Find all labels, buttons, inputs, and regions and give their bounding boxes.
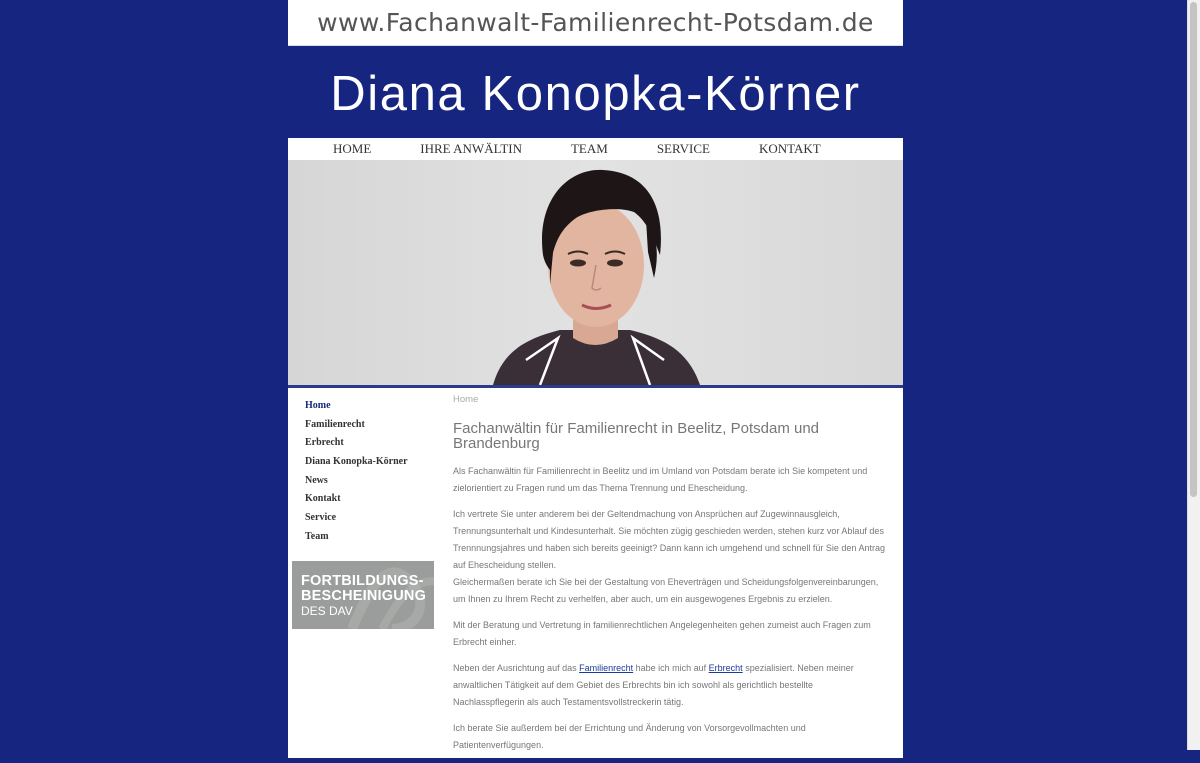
spec-text-post: spezialisiert. Neben meiner anwaltlichen Tätigkeit auf dem Gebiet des Erbrechts bin ich sowohl als gerichtlich bestellte Nachlasspflegerin als auch Testamentsvollstreckerin tätig. xyxy=(453,663,854,707)
paragraph-erbrecht-intro: Mit der Beratung und Vertretung in familienrechtlichen Angelegenheiten gehen zumeist auch Fragen zum Erbrecht einher. xyxy=(453,620,871,647)
spec-text-pre: Neben der Ausrichtung auf das xyxy=(453,663,580,673)
sidebar-item-news[interactable]: News xyxy=(305,474,328,486)
url-banner xyxy=(288,0,903,46)
main-content xyxy=(453,388,885,763)
name-banner xyxy=(288,46,903,138)
nav-home[interactable]: HOME xyxy=(333,141,372,156)
content-area xyxy=(288,388,903,758)
nav-kontakt[interactable]: KONTAKT xyxy=(758,141,821,156)
spec-text-mid: habe ich mich auf xyxy=(633,663,709,673)
scrollbar-thumb[interactable] xyxy=(1190,2,1197,497)
page-container xyxy=(288,0,903,750)
sidebar-item-team[interactable]: Team xyxy=(305,530,329,542)
nav-team[interactable]: TEAM xyxy=(570,141,608,156)
sidebar-item-kontakt[interactable]: Kontakt xyxy=(305,493,341,505)
paragraph-specialization xyxy=(453,660,885,711)
sidebar-item-familienrecht[interactable]: Familienrecht xyxy=(305,418,365,430)
portrait-image xyxy=(288,160,903,385)
lawyer-name: Diana Konopka-Körner xyxy=(330,67,861,121)
breadcrumb[interactable]: Home xyxy=(453,394,479,405)
page-scrollbar[interactable] xyxy=(1187,0,1200,750)
sidebar-nav xyxy=(288,388,453,618)
top-nav xyxy=(288,138,903,160)
paragraph-contracts-text: Gleichermaßen berate ich Sie bei der Gestaltung von Eheverträgen und Scheidungsfolgenvereinbarungen, um Ihnen zu Ihrem Recht zu verhelfen, aber auch, um ein ausgewogenes Ergebnis zu erzielen. xyxy=(453,577,879,604)
badge-line-3: DES DAV xyxy=(301,604,353,618)
erbrecht-link[interactable]: Erbrecht xyxy=(708,663,743,673)
paragraph-services xyxy=(453,506,885,608)
sidebar-item-diana-konopka-koerner[interactable]: Diana Konopka-Körner xyxy=(305,456,408,468)
badge-line-2: BESCHEINIGUNG xyxy=(301,588,427,604)
paragraph-services-text: Ich vertrete Sie unter anderem bei der Geltendmachung von Ansprüchen auf Zugewinnausgleich, Trennungsunterhalt und Kindesunterhalt. Sie möchten zügig geschieden werden, stehen kurz vor Ablauf des Trennnungsjahres und haben sich bereits geeinigt? Dann kann ich umgehend und schnell für Sie den Antrag auf Ehescheidung stellen. xyxy=(453,509,885,570)
badge-line-1: FORTBILDUNGS- xyxy=(301,573,424,589)
nav-ihre-anwaeltin[interactable]: IHRE ANWÄLTIN xyxy=(420,141,522,156)
page-title: Fachanwältin für Familienrecht in Beelitz, Potsdam und Brandenburg xyxy=(453,420,820,452)
sidebar-item-service[interactable]: Service xyxy=(305,512,337,524)
sidebar-item-erbrecht[interactable]: Erbrecht xyxy=(305,437,344,449)
familienrecht-link[interactable]: Familienrecht xyxy=(579,663,634,673)
hero-portrait xyxy=(288,160,903,388)
dav-certificate-badge[interactable] xyxy=(292,561,434,629)
paragraph-intro: Als Fachanwältin für Familienrecht in Beelitz und im Umland von Potsdam berate ich Sie kompetent und zielorientiert zu Fragen rund um das Thema Trennung und Ehescheidung. xyxy=(453,466,868,493)
sidebar-item-home[interactable]: Home xyxy=(305,400,331,411)
nav-service[interactable]: SERVICE xyxy=(656,141,710,156)
paragraph-vorsorge: Ich berate Sie außerdem bei der Errichtung und Änderung von Vorsorgevollmachten und Patientenverfügungen. xyxy=(453,723,806,750)
url-text: www.Fachanwalt-Familienrecht-Potsdam.de xyxy=(317,8,874,37)
